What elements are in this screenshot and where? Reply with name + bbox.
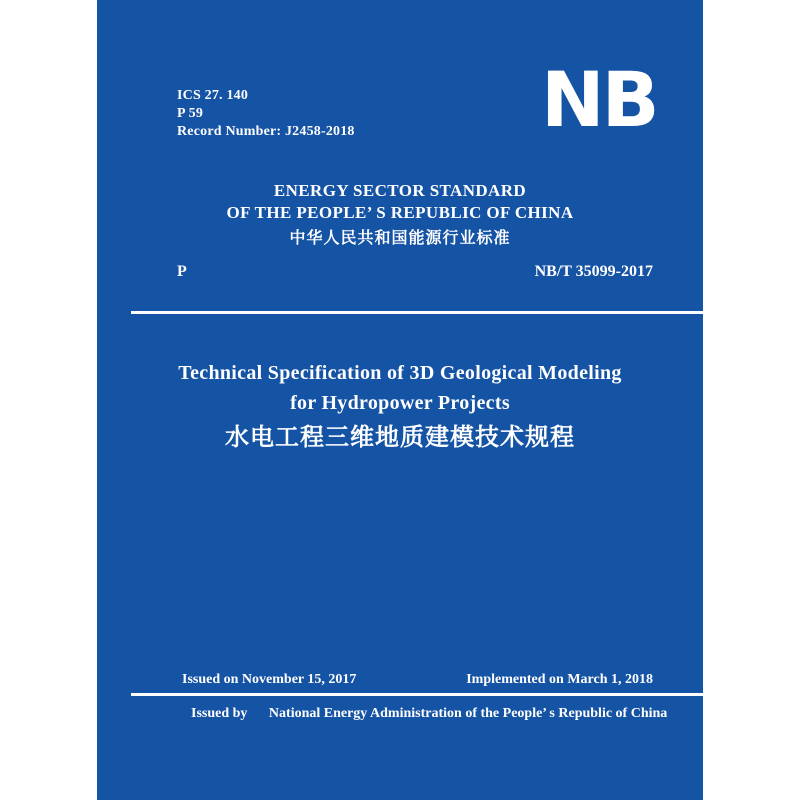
standard-number: NB/T 35099-2017: [534, 263, 653, 280]
standard-cover: [97, 0, 703, 800]
issued-by-row: [191, 706, 667, 722]
ics-block: [177, 87, 355, 141]
title-en-line1: Technical Specification of 3D Geological Modeling: [178, 362, 622, 384]
record-number: Record Number: J2458-2018: [177, 124, 355, 139]
issued-by-value: National Energy Administration of the People’ s Republic of China: [268, 706, 668, 721]
issued-date: Issued on November 15, 2017: [182, 672, 357, 687]
standard-type-en-line2: OF THE PEOPLE’ S REPUBLIC OF CHINA: [226, 203, 574, 222]
title-en-line2: for Hydropower Projects: [290, 392, 510, 414]
ics-code: ICS 27. 140: [177, 88, 249, 103]
standard-type-zh: 中华人民共和国能源行业标准: [289, 230, 511, 247]
classification-code: P 59: [177, 106, 204, 121]
title-zh: 水电工程三维地质建模技术规程: [225, 425, 575, 451]
doc-class-letter: P: [177, 263, 187, 280]
nb-logo: NB: [541, 55, 657, 144]
standard-type-header: [97, 180, 703, 250]
issue-dates-row: [182, 672, 653, 688]
issued-by-label: Issued by: [191, 706, 248, 721]
bottom-divider-line: [131, 693, 703, 696]
top-divider-line: [131, 311, 703, 314]
implemented-date: Implemented on March 1, 2018: [466, 672, 653, 687]
code-row: [177, 263, 653, 281]
standard-type-en-line1: ENERGY SECTOR STANDARD: [273, 181, 527, 200]
title-block: [97, 358, 703, 455]
